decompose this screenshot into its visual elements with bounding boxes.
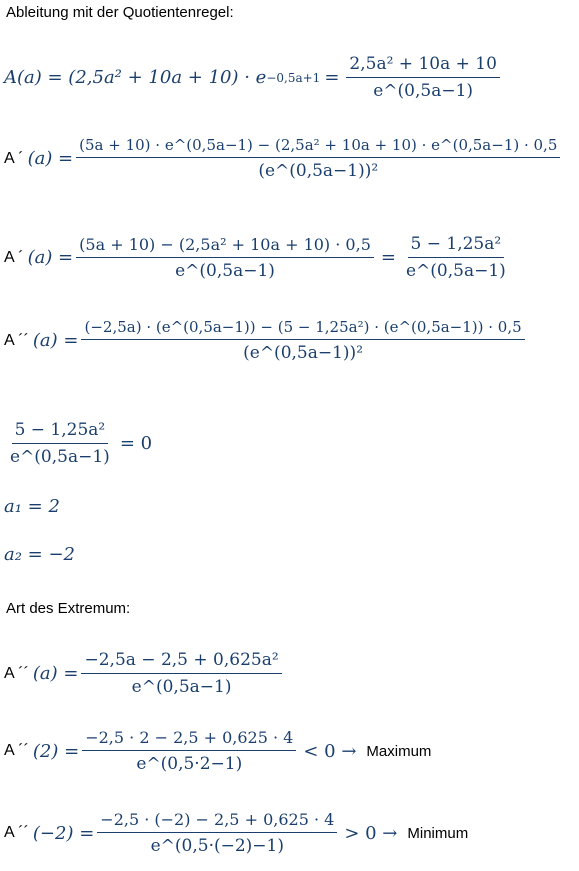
- eq7-numerator: −2,5 · 2 − 2,5 + 0,625 · 4: [82, 728, 296, 751]
- eq6-numerator: −2,5a − 2,5 + 0,625a²: [81, 650, 281, 674]
- equation-3: [4, 234, 512, 281]
- eq7-arg: (2) =: [32, 740, 80, 762]
- eq6-fraction: [81, 650, 281, 697]
- eq8-arg: (−2) =: [32, 822, 95, 844]
- eq8-numerator: −2,5 · (−2) − 2,5 + 0,625 · 4: [97, 810, 337, 833]
- eq3-label: A ´: [4, 248, 24, 266]
- equation-5: [4, 420, 156, 467]
- eq3-denominator-1: e^(0,5a−1): [175, 260, 275, 281]
- eq7-denominator: e^(0,5·2−1): [136, 754, 243, 774]
- eq8-denominator: e^(0,5·(−2)−1): [150, 836, 284, 856]
- eq1-equals: =: [324, 67, 340, 88]
- eq4-arg: (a) =: [32, 330, 79, 351]
- eq7-relation: < 0 →: [303, 740, 357, 762]
- eq2-label: A ´: [4, 149, 24, 167]
- eq1-denominator: e^(0,5a−1): [373, 81, 474, 101]
- eq3-numerator-1: (5a + 10) − (2,5a² + 10a + 10) · 0,5: [76, 235, 374, 258]
- eq8-relation: > 0 →: [344, 822, 398, 844]
- solution-a1: [4, 496, 60, 517]
- eq3-fraction-2: [403, 234, 509, 281]
- a2-value: a₂ = −2: [4, 544, 76, 565]
- equation-8: [4, 810, 468, 856]
- solution-a2: [4, 544, 75, 565]
- eq1-fraction: [346, 54, 500, 101]
- eq5-fraction: [7, 420, 113, 467]
- eq5-rhs: = 0: [119, 433, 153, 454]
- eq8-label: A ´´: [4, 824, 29, 841]
- eq8-fraction: [97, 810, 337, 856]
- eq3-denominator-2: e^(0,5a−1): [405, 261, 506, 281]
- eq1-lhs-exponent: −0,5a+1: [266, 70, 321, 85]
- eq2-arg: (a) =: [27, 148, 74, 169]
- eq7-label: A ´´: [4, 742, 29, 759]
- equation-6: [4, 650, 285, 697]
- eq1-numerator: 2,5a² + 10a + 10: [346, 54, 500, 78]
- eq5-numerator: 5 − 1,25a²: [12, 420, 109, 444]
- eq6-label: A ´´: [4, 664, 29, 682]
- equation-2: [4, 136, 563, 181]
- eq1-lhs: A(a) = (2,5a² + 10a + 10) · e: [4, 67, 267, 88]
- eq6-denominator: e^(0,5a−1): [131, 677, 232, 697]
- eq7-result-word: Maximum: [366, 742, 432, 760]
- eq2-numerator: (5a + 10) · e^(0,5a−1) − (2,5a² + 10a + 10) · e^(0,5a−1) · 0,5: [76, 136, 560, 158]
- eq3-fraction-1: [76, 235, 374, 281]
- eq8-result-word: Minimum: [407, 824, 469, 842]
- eq5-denominator: e^(0,5a−1): [10, 447, 110, 467]
- equation-4: [4, 318, 528, 363]
- heading-quotient-rule: Ableitung mit der Quotientenregel:: [6, 4, 234, 21]
- eq3-numerator-2: 5 − 1,25a²: [408, 234, 505, 258]
- eq2-fraction: [76, 136, 560, 181]
- eq4-denominator: (e^(0,5a−1))²: [243, 343, 364, 363]
- eq6-arg: (a) =: [32, 663, 79, 684]
- eq4-label: A ´´: [4, 331, 29, 349]
- eq3-equals: =: [380, 247, 396, 268]
- eq3-arg: (a) =: [27, 247, 74, 268]
- eq2-denominator: (e^(0,5a−1))²: [258, 161, 379, 181]
- heading-extremum-type: Art des Extremum:: [6, 600, 131, 617]
- eq4-numerator: (−2,5a) · (e^(0,5a−1)) − (5 − 1,25a²) · (e^(0,5a−1)) · 0,5: [81, 318, 524, 340]
- eq7-fraction: [82, 728, 296, 774]
- equation-1: [4, 54, 503, 101]
- a1-value: a₁ = 2: [4, 496, 60, 517]
- eq4-fraction: [81, 318, 524, 363]
- equation-7: [4, 728, 431, 774]
